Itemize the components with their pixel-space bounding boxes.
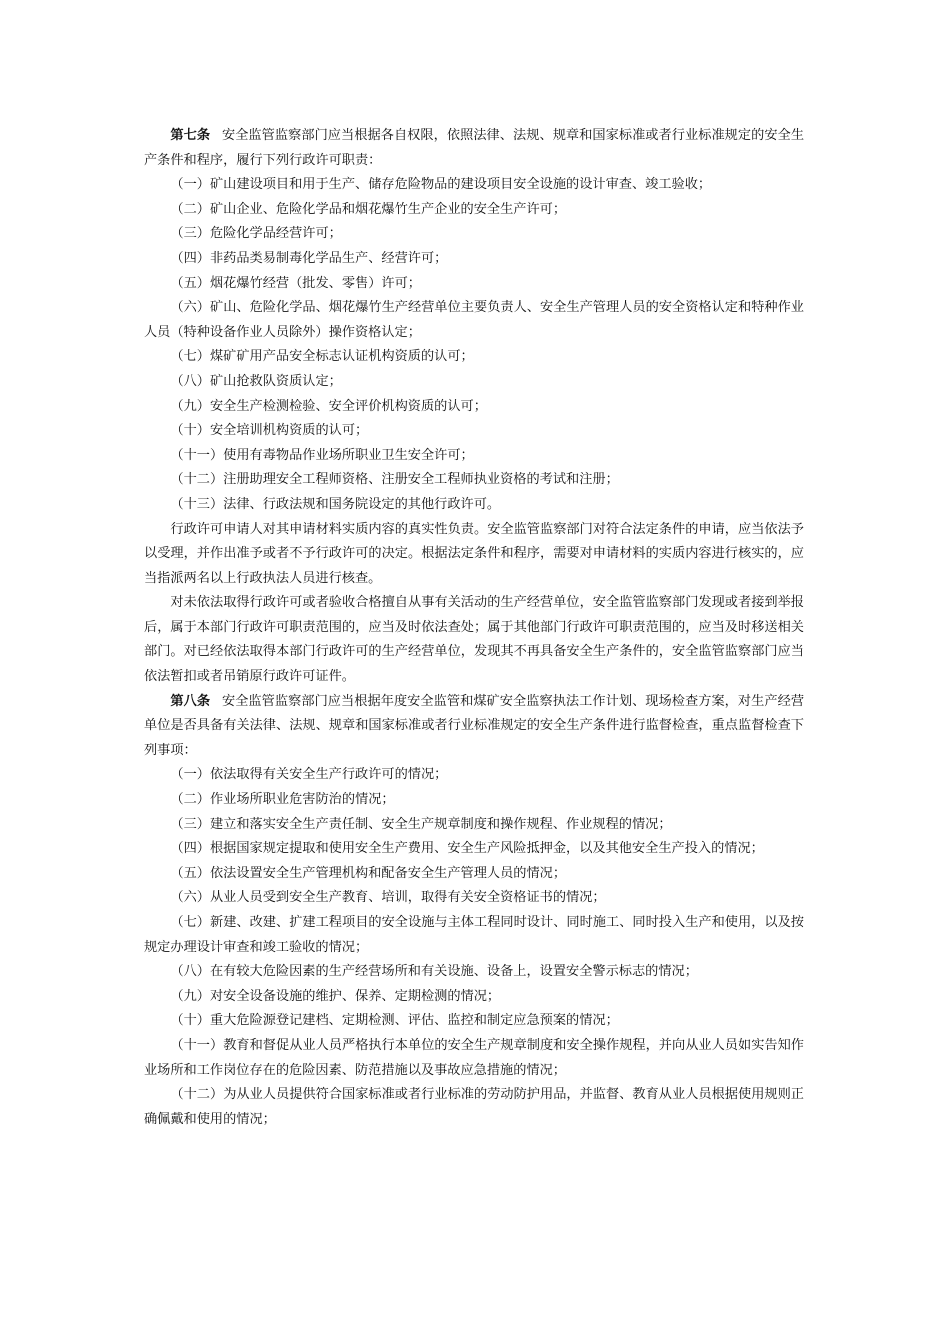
article8-item-6: （六）从业人员受到安全生产教育、培训，取得有关安全资格证书的情况； [170,890,606,906]
article8-item-5: （五）依法设置安全生产管理机构和配备安全生产管理人员的情况； [170,865,567,881]
article8-item-9: （九）对安全设备设施的维护、保养、定期检测的情况； [170,988,501,1004]
article7-item-9: （九）安全生产检测检验、安全评价机构资质的认可； [170,398,487,414]
article7-item-8: （八）矿山抢救队资质认定； [170,373,342,389]
article8-item-12: （十二）为从业人员提供符合国家标准或者行业标准的劳动防护用品，并监督、教育从业人员根据使用规则正确佩戴和使用的情况； [144,1087,804,1127]
article7-intro-text: 安全监管监察部门应当根据各自权限，依照法律、法规、规章和国家标准或者行业标准规定的安全生产条件和程序，履行下列行政许可职责： [144,128,805,168]
article8-item-11: （十一）教育和督促从业人员严格执行本单位的安全生产规章制度和安全操作规程，并向从业人员如实告知作业场所和工作岗位存在的危险因素、防范措施以及事故应急措施的情况； [144,1037,804,1078]
article7-item-7: （七）煤矿矿用产品安全标志认证机构资质的认可； [170,349,474,365]
article8-heading: 第八条 [170,693,211,709]
document-page [144,124,804,1132]
article7-item-1: （一）矿山建设项目和用于生产、储存危险物品的建设项目安全设施的设计审查、竣工验收； [170,177,712,193]
article8-item-7: （七）新建、改建、扩建工程项目的安全设施与主体工程同时设计、同时施工、同时投入生产和使用，以及按规定办理设计审查和竣工验收的情况； [144,915,804,955]
article7-intro [144,124,804,173]
article7-item-11: （十一）使用有毒物品作业场所职业卫生安全许可； [170,447,474,463]
article7-item-12: （十二）注册助理安全工程师资格、注册安全工程师执业资格的考试和注册； [170,472,619,488]
article8-item-10: （十）重大危险源登记建档、定期检测、评估、监控和制定应急预案的情况； [170,1013,619,1029]
article7-heading: 第七条 [170,128,211,143]
article7-item-13: （十三）法律、行政法规和国务院设定的其他行政许可。 [170,496,501,512]
article8-item-1: （一）依法取得有关安全生产行政许可的情况； [170,767,448,783]
article7-paragraph-3: 对未依法取得行政许可或者验收合格擅自从事有关活动的生产经营单位，安全监管监察部门发现或者接到举报后，属于本部门行政许可职责范围的，应当及时依法查处；属于其他部门行政许可职责范围的，应当及时移送相关部门。对已经依法取得本部门行政许可的生产经营单位，发现其不再具备安全生产条件的，安全监管监察部门应当依法暂扣或者吊销原行政许可证件。 [144,595,804,685]
article8-item-2: （二）作业场所职业危害防治的情况； [170,792,395,808]
article8-item-4: （四）根据国家规定提取和使用安全生产费用、安全生产风险抵押金，以及其他安全生产投入的情况； [170,841,764,857]
article7-item-5: （五）烟花爆竹经营（批发、零售）许可； [170,275,421,291]
article8-intro [144,690,804,764]
article8-item-3: （三）建立和落实安全生产责任制、安全生产规章制度和操作规程、作业规程的情况； [170,816,672,832]
article7-item-4: （四）非药品类易制毒化学品生产、经营许可； [170,250,448,266]
article8-intro-text: 安全监管监察部门应当根据年度安全监管和煤矿安全监察执法工作计划、现场检查方案，对生产经营单位是否具备有关法律、法规、规章和国家标准或者行业标准规定的安全生产条件进行监督检查，重点监督检查下列事项： [144,693,805,758]
article7-item-2: （二）矿山企业、危险化学品和烟花爆竹生产企业的安全生产许可； [170,201,567,217]
article7-item-3: （三）危险化学品经营许可； [170,226,342,242]
article8-item-8: （八）在有较大危险因素的生产经营场所和有关设施、设备上，设置安全警示标志的情况； [170,964,698,980]
article7-item-10: （十）安全培训机构资质的认可； [170,423,369,439]
article7-item-6: （六）矿山、危险化学品、烟花爆竹生产经营单位主要负责人、安全生产管理人员的安全资格认定和特种作业人员（特种设备作业人员除外）操作资格认定； [144,300,804,340]
article7-paragraph-2: 行政许可申请人对其申请材料实质内容的真实性负责。安全监管监察部门对符合法定条件的申请，应当依法予以受理，并作出准予或者不予行政许可的决定。根据法定条件和程序，需要对申请材料的实质内容进行核实的，应当指派两名以上行政执法人员进行核查。 [144,521,804,586]
